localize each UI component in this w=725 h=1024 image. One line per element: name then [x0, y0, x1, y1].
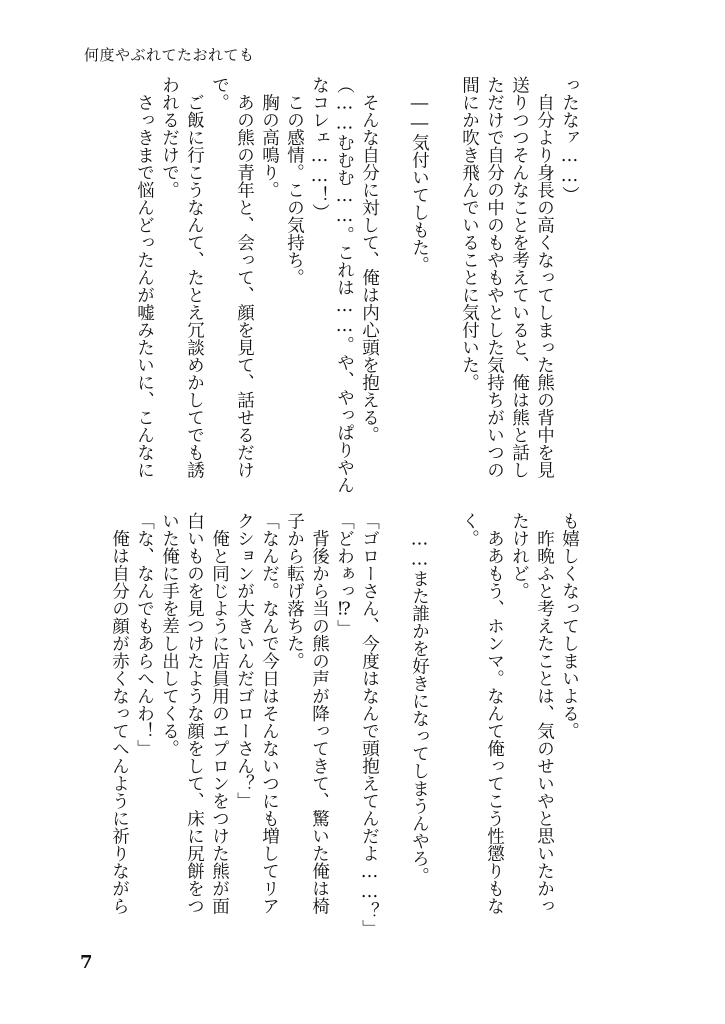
lower-line-10: 「どわぁっ⁉」 [334, 512, 355, 637]
lower-line-2: 昨晩ふと考えたことは、気のせいやと思いたかっ [534, 512, 555, 915]
lower-line-14: クションが大きいんだゴローさん？」 [234, 512, 255, 810]
lower-line-19: 俺は自分の顔が赤くなってへんように祈りながら [109, 512, 130, 915]
lower-line-1: も嬉しくなってしまいよる。 [559, 512, 580, 740]
lower-line-12: 子から転げ落ちた。 [284, 512, 305, 670]
upper-line-13: 胸の高鳴り。 [259, 76, 280, 199]
upper-line-12: この感情。この気持ち。 [284, 76, 305, 286]
lower-line-5: く。 [459, 512, 480, 547]
upper-line-3: 送りつつそんなことを考えていると、俺は熊と話し [509, 76, 530, 479]
upper-line-16: ご飯に行こうなんて、たとえ冗談めかしてでも誘 [184, 76, 205, 479]
lower-line-11: 背後から当の熊の声が降ってきて、驚いた俺は椅 [309, 512, 330, 915]
upper-line-10: （……むむむ……。これは……。や、やっぱりやん [334, 76, 355, 494]
lower-line-16: 白いものを見つけたような顔をして、床に尻餅をつ [184, 512, 205, 915]
upper-line-14: あの熊の青年と、会って、顔を見て、話せるだけ [234, 76, 255, 479]
upper-line-11: なコレェ……！） [309, 76, 330, 221]
lower-line-15: 俺と同じように店員用のエプロンをつけた熊が面 [209, 512, 230, 915]
running-title: 何度やぶれてたおれても [84, 46, 255, 64]
upper-line-1: ったなァ……） [559, 76, 580, 204]
lower-line-3: たけれど。 [509, 512, 530, 600]
upper-line-5: 間にか吹き飛んでいることに気付いた。 [459, 76, 480, 391]
upper-line-17: われるだけで。 [159, 76, 180, 199]
upper-line-4: ただけで自分の中のもやもやとした気持ちがいつの [484, 76, 505, 479]
lower-line-17: いた俺に手を差し出してくる。 [159, 512, 180, 757]
lower-line-13: 「なんだ。なんで今日はそんないつにも増してリア [259, 512, 280, 915]
page-number: 7 [80, 952, 93, 973]
upper-line-2: 自分より身長の高くなってしまった熊の背中を見 [534, 76, 555, 479]
lower-line-9: 「ゴローさん、今度はなんで頭抱えてんだよ……？」 [359, 512, 380, 937]
lower-line-4: ああもう、ホンマ。なんて俺ってこう性懲りもな [484, 512, 505, 915]
upper-line-18: さっきまで悩んどったんが嘘みたいに、こんなに [134, 76, 155, 479]
upper-line-7: ――気付いてしもた。 [409, 76, 430, 274]
lower-line-7: ……また誰かを好きになってしまうんやろ。 [409, 512, 430, 885]
upper-line-15: で。 [209, 76, 230, 111]
upper-line-9: そんな自分に対して、俺は内心頭を抱える。 [359, 76, 380, 444]
lower-line-18: 「な、なんでもあらへんわ！」 [134, 512, 155, 757]
